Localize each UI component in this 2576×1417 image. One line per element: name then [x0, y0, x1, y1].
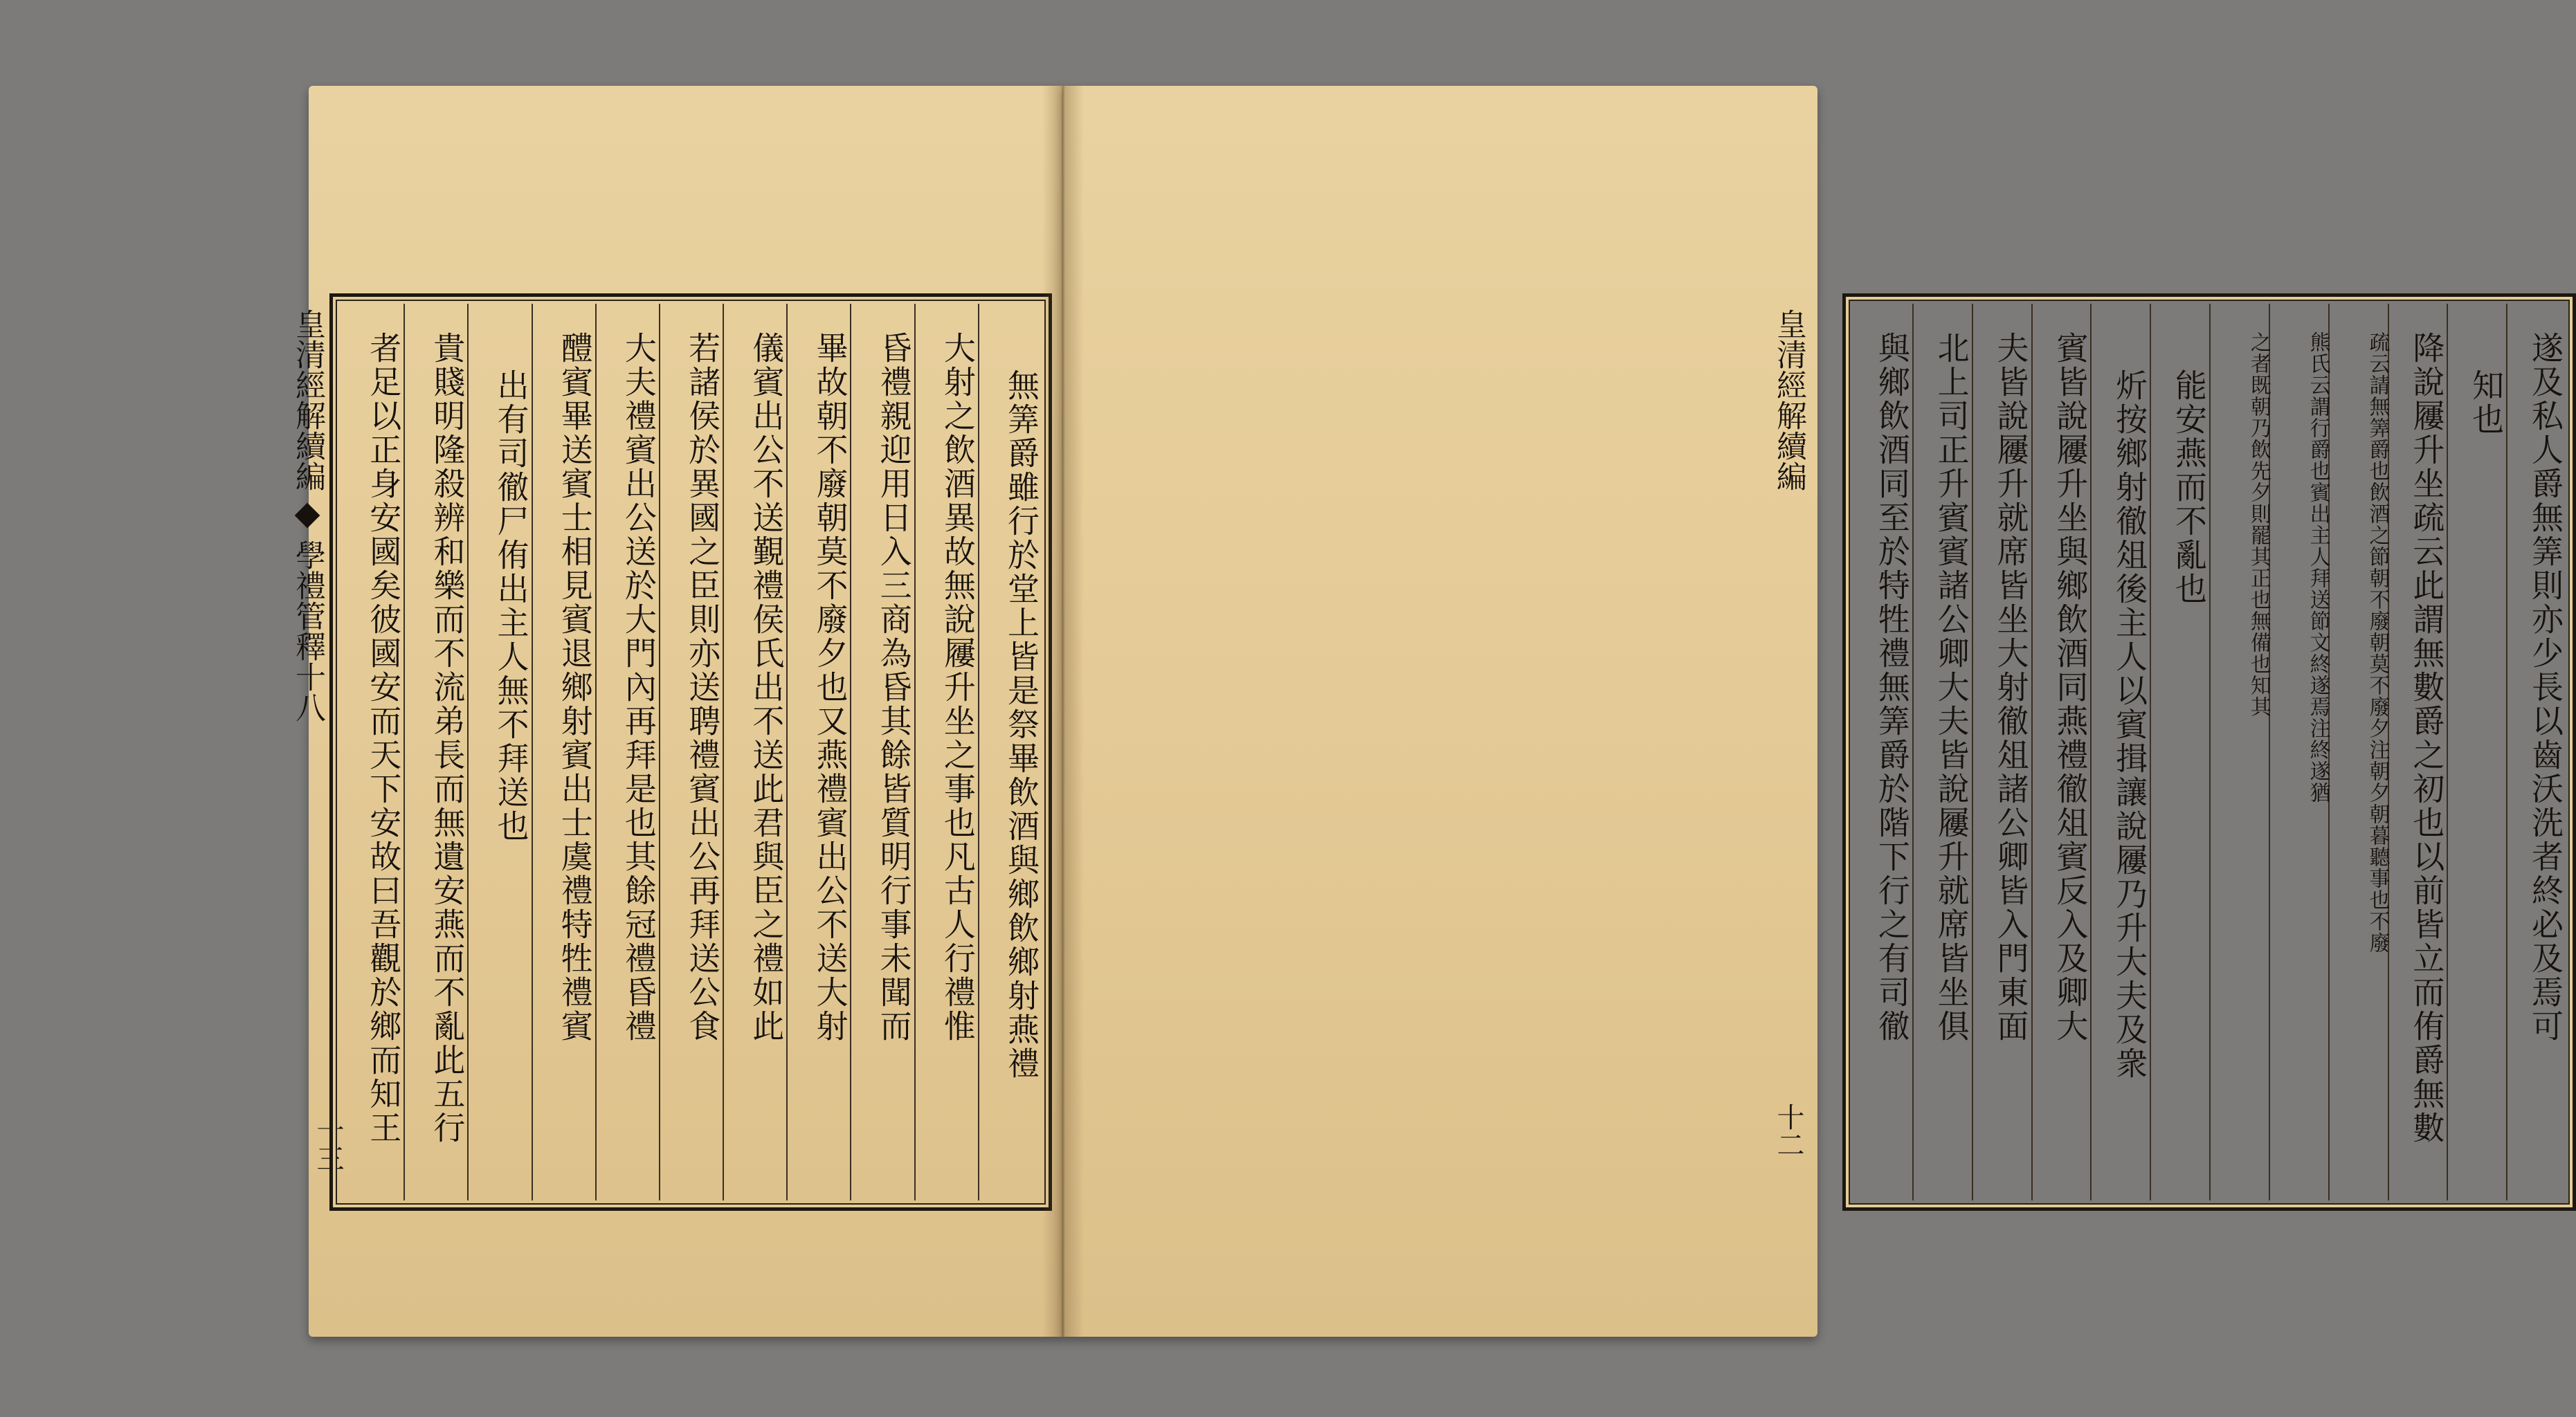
- text-column: 大射之飲酒異故無說屨升坐之事也凡古人行禮惟: [914, 304, 978, 1200]
- text-column: 遂及私人爵無筭則亦少長以齒沃洗者終必及焉可: [2506, 304, 2566, 1200]
- series-title: 皇清經解續編: [290, 309, 325, 491]
- left-page: [290, 86, 1063, 1337]
- text-column: 熊氏云謂行爵也賓出主人拜送節文終遂焉注終遂猶: [2269, 304, 2328, 1200]
- text-column: 能安燕而不亂也: [2150, 304, 2209, 1200]
- text-column: 無筭爵雖行於堂上皆是祭畢飲酒與鄉飲鄉射燕禮: [978, 304, 1042, 1200]
- text-column: 出有司徹尸侑出主人無不拜送也: [467, 304, 531, 1200]
- text-column: 知也: [2447, 304, 2506, 1200]
- text-column: 大夫禮賓出公送於大門內再拜是也其餘冠禮昏禮: [595, 304, 659, 1200]
- text-column: 畢故朝不廢朝莫不廢夕也又燕禮賓出公不送大射: [786, 304, 850, 1200]
- text-column: 醴賓畢送賓士相見賓退鄉射賓出士虞禮特牲禮賓: [532, 304, 595, 1200]
- text-column: 之者既朝乃飲先夕則罷其正也無備也知其: [2209, 304, 2269, 1200]
- text-column: 貴賤明隆殺辨和樂而不流弟長而無遺安燕而不亂此五行: [403, 304, 467, 1200]
- fishtail-mark: [295, 503, 320, 529]
- text-column: 北上司正升賓賓諸公卿大夫皆說屨升就席皆坐俱: [1912, 304, 1972, 1200]
- book-gutter: [1042, 86, 1084, 1337]
- text-column: 降說屨升坐疏云此謂無數爵之初也以前皆立而侑爵無數: [2388, 304, 2447, 1200]
- right-text-frame: [1842, 293, 2576, 1211]
- text-column: 與鄉飲酒同至於特牲禮無筭爵於階下行之有司徹: [1873, 331, 1911, 1043]
- text-column: 若諸侯於異國之臣則亦送聘禮賓出公再拜送公食: [659, 304, 723, 1200]
- right-page-number: 十二: [1772, 1103, 1804, 1158]
- series-title: 皇清經解續編: [1771, 309, 1806, 491]
- left-page-banxin: [281, 293, 329, 1204]
- right-text-columns: [1853, 304, 2566, 1200]
- open-book: [290, 86, 2564, 1337]
- left-page-number: 十三: [312, 1117, 344, 1172]
- text-column: 者足以正身安國矣彼國安而天下安故曰吾觀於鄉而知王: [365, 331, 403, 1145]
- text-column: 夫皆說屨升就席皆坐大射徹俎諸公卿皆入門東面: [1972, 304, 2031, 1200]
- text-column: 炘按鄉射徹俎後主人以賓揖讓說屨乃升大夫及衆: [2090, 304, 2150, 1200]
- section-title: 學禮管釋十八: [290, 540, 325, 722]
- left-text-columns: [340, 304, 1042, 1200]
- text-column: 疏云請無筭爵也飲酒之節朝不廢朝莫不廢夕注朝夕朝暮聽事也不廢: [2328, 304, 2388, 1200]
- left-text-frame: [329, 293, 1052, 1211]
- text-column: 賓皆說屨升坐與鄉飲酒同燕禮徹俎賓反入及卿大: [2031, 304, 2091, 1200]
- text-column: 昏禮親迎用日入三商為昏其餘皆質明行事未聞而: [850, 304, 914, 1200]
- right-page-banxin: [1769, 293, 1811, 1204]
- text-column: 儀賓出公不送覲禮侯氏出不送此君與臣之禮如此: [723, 304, 786, 1200]
- right-page: [1063, 86, 2564, 1337]
